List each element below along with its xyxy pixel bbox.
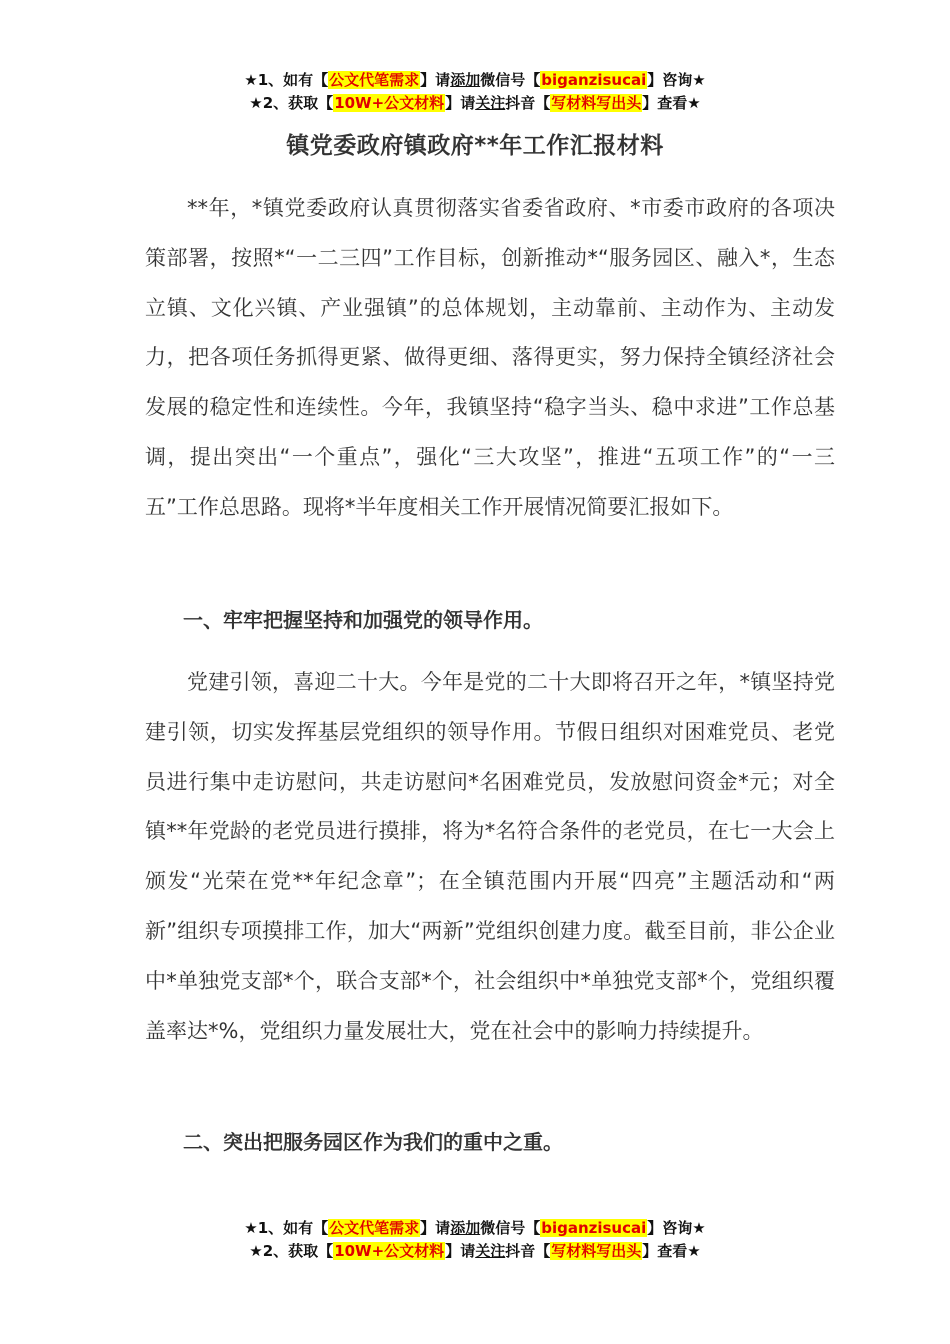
promo-underline: 关注 (475, 94, 506, 112)
promo-text: 】请 (420, 1219, 451, 1237)
heading-text: 二、突出把服务园区作为我们的重中之重。 (183, 1130, 563, 1154)
promo-underline: 添加 (450, 71, 481, 89)
promo-highlight: 公文代笔需求 (329, 71, 420, 89)
promo-underline: 关注 (475, 1242, 506, 1260)
promo-line-2 (0, 92, 950, 115)
promo-text: ★1、如有【 (244, 71, 329, 89)
section-heading-2 (145, 1118, 835, 1168)
promo-line-1 (0, 1217, 950, 1240)
promo-text: 抖音【 (505, 1242, 551, 1260)
promo-highlight: biganzisucai (541, 71, 647, 89)
heading-text: 一、牢牢把握坚持和加强党的领导作用。 (183, 608, 543, 632)
promo-text: 】请 (445, 1242, 476, 1260)
promo-highlight: 公文代笔需求 (329, 1219, 420, 1237)
promo-text: ★1、如有【 (244, 1219, 329, 1237)
promo-text: 微信号【 (480, 1219, 541, 1237)
document-title: 镇党委政府镇政府**年工作汇报材料 (286, 133, 664, 159)
promo-highlight: 写材料写出头 (551, 94, 642, 112)
body-paragraph-2 (145, 658, 835, 1056)
promo-highlight: 10W+公文材料 (334, 1242, 445, 1260)
promo-line-2 (0, 1240, 950, 1263)
body-paragraph-1 (145, 184, 835, 533)
promo-line-1 (0, 69, 950, 92)
promo-highlight: 写材料写出头 (551, 1242, 642, 1260)
promo-text: 】咨询★ (647, 71, 706, 89)
promo-text: 】咨询★ (647, 1219, 706, 1237)
promo-text: ★2、获取【 (249, 94, 334, 112)
promo-highlight: 10W+公文材料 (334, 94, 445, 112)
promo-banner-top (0, 69, 950, 115)
promo-highlight: biganzisucai (541, 1219, 647, 1237)
promo-underline: 添加 (450, 1219, 481, 1237)
promo-text: 微信号【 (480, 71, 541, 89)
promo-text: 】请 (420, 71, 451, 89)
promo-banner-bottom (0, 1217, 950, 1263)
promo-text: ★2、获取【 (249, 1242, 334, 1260)
paragraph-text: 党建引领，喜迎二十大。今年是党的二十大即将召开之年，*镇坚持党建引领，切实发挥基层党组织的领导作用。节假日组织对困难党员、老党员进行集中走访慰问，共走访慰问*名困难党员，发放慰问资金*元；对全镇**年党龄的老党员进行摸排，将为*名符合条件的老党员，在七一大会上颁发“光荣在党**年纪念章”；在全镇范围内开展“四亮”主题活动和“两新”组织专项摸排工作，加大“两新”党组织创建力度。截至目前，非公企业中*单独党支部*个，联合支部*个，社会组织中*单独党支部*个，党组织覆盖率达*%，党组织力量发展壮大，党在社会中的影响力持续提升。 (145, 670, 835, 1043)
promo-text: 抖音【 (505, 94, 551, 112)
promo-text: 】查看★ (642, 1242, 701, 1260)
paragraph-text: **年，*镇党委政府认真贯彻落实省委省政府、*市委市政府的各项决策部署，按照*“一二三四”工作目标，创新推动*“服务园区、融入*，生态立镇、文化兴镇、产业强镇”的总体规划，主动靠前、主动作为、主动发力，把各项任务抓得更紧、做得更细、落得更实，努力保持全镇经济社会发展的稳定性和连续性。今年，我镇坚持“稳字当头、稳中求进”工作总基调，提出突出“一个重点”，强化“三大攻坚”，推进“五项工作”的“一三五”工作总思路。现将*半年度相关工作开展情况简要汇报如下。 (145, 196, 835, 519)
promo-text: 】请 (445, 94, 476, 112)
promo-text: 】查看★ (642, 94, 701, 112)
section-heading-1 (145, 596, 835, 646)
